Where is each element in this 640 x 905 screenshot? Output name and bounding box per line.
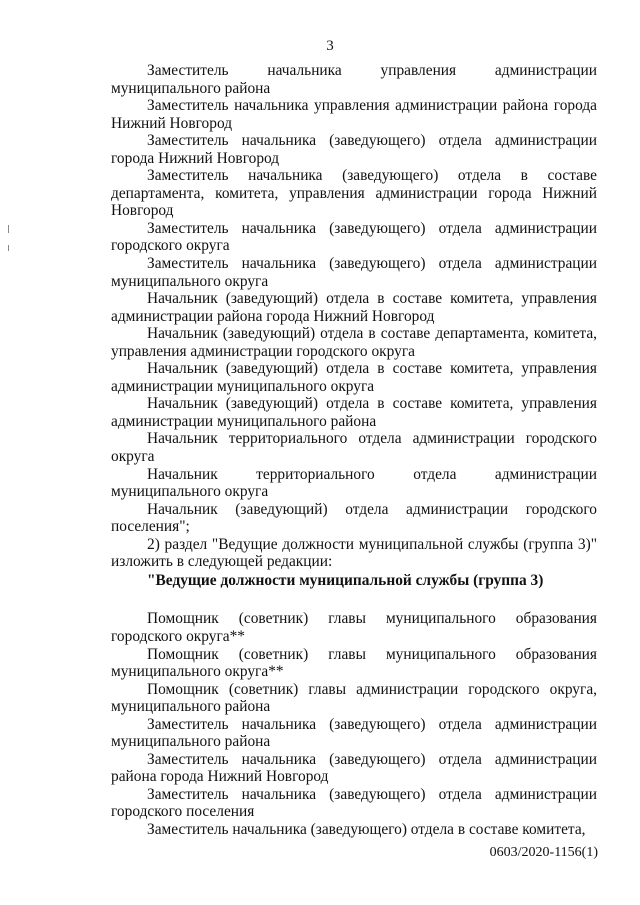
list-item: Заместитель начальника (заведующего) отдела администрации городского поселения [111, 785, 597, 821]
list-item: Заместитель начальника (заведующего) отдела в составе департамента, комитета, управления администрации города Нижний Новгород [111, 167, 597, 220]
scan-margin-mark [8, 225, 9, 233]
list-item: Заместитель начальника (заведующего) отдела в составе комитета, [147, 820, 586, 838]
page-number: 3 [326, 38, 334, 54]
list-item: Помощник (советник) главы муниципального образования муниципального округа** [111, 645, 597, 681]
list-item: Заместитель начальника (заведующего) отдела администрации муниципального района [111, 715, 597, 751]
section-heading: "Ведущие должности муниципальной службы (группа 3) [147, 571, 544, 589]
list-item: Заместитель начальника управления администрации района города Нижний Новгород [111, 97, 597, 132]
list-item: Начальник территориального отдела администрации муниципального округа [111, 465, 597, 501]
scan-margin-mark [8, 245, 9, 251]
list-item: Начальник (заведующий) отдела в составе комитета, управления администрации муниципального района [111, 395, 597, 430]
list-item: Начальник территориального отдела администрации городского округа [111, 430, 597, 466]
document-number: 0603/2020-1156(1) [489, 845, 598, 860]
list-item: Начальник (заведующий) отдела администрации городского поселения"; [111, 500, 597, 536]
amendment-instruction: 2) раздел "Ведущие должности муниципальной службы (группа 3)" изложить в следующей редакции: [111, 535, 597, 571]
spacer [111, 589, 597, 610]
list-item: Помощник (советник) главы администрации городского округа, муниципального района [111, 680, 597, 716]
list-item: Начальник (заведующий) отдела в составе комитета, управления администрации района города Нижний Новгород [111, 290, 597, 325]
list-item: Заместитель начальника управления администрации муниципального района [111, 62, 597, 97]
list-item: Заместитель начальника (заведующего) отдела администрации муниципального округа [111, 255, 597, 290]
document-body [111, 62, 597, 839]
list-item: Заместитель начальника (заведующего) отдела администрации района города Нижний Новгород [111, 750, 597, 786]
list-item: Заместитель начальника (заведующего) отдела администрации города Нижний Новгород [111, 132, 597, 167]
list-item: Заместитель начальника (заведующего) отдела администрации городского округа [111, 219, 597, 255]
list-item: Помощник (советник) главы муниципального образования городского округа** [111, 610, 597, 645]
list-item: Начальник (заведующий) отдела в составе комитета, управления администрации муниципального округа [111, 360, 597, 395]
list-item: Начальник (заведующий) отдела в составе департамента, комитета, управления администрации городского округа [111, 325, 597, 360]
